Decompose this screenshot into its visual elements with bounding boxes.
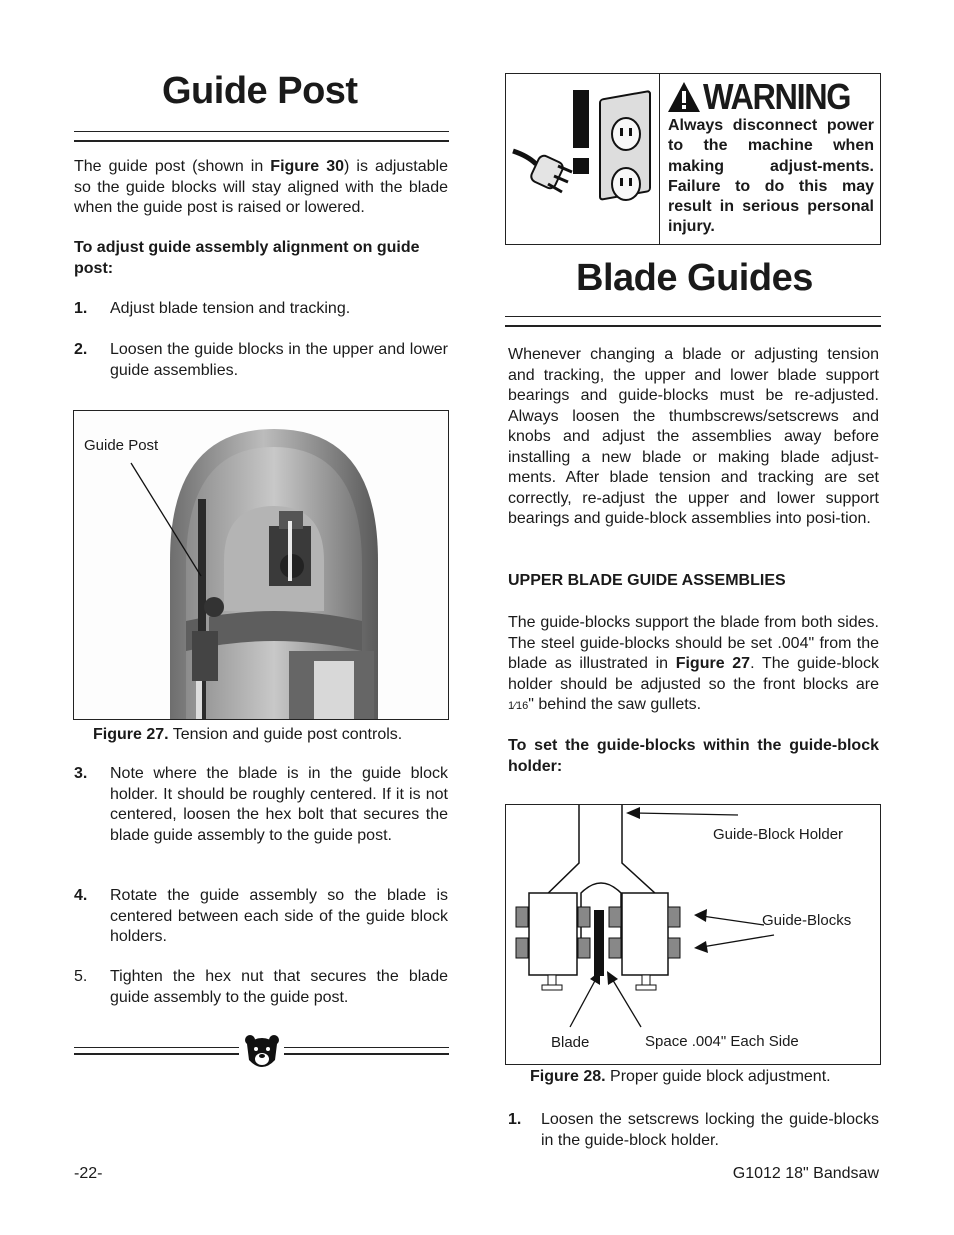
title-rule-top xyxy=(505,316,881,317)
figure-27-caption: Figure 27. Tension and guide post controls. xyxy=(93,726,403,743)
figure-ref: Figure 27 xyxy=(675,655,751,672)
title-rule-top xyxy=(74,131,449,132)
figure-27-photo xyxy=(73,410,449,720)
section-heading-upper-blade: UPPER BLADE GUIDE ASSEMBLIES xyxy=(508,572,786,589)
blade-guides-intro: Whenever changing a blade or adjusting tension and tracking, the upper and lower blade support bearings and guide-blocks must be re-adjusted. Always loosen the thumbscrews/setscrews and knobs and adjust the assemblies away before installing a new blade or making blade adjust-ments. After blade tension and tracking are set correctly, re-adjust the upper and lower support bearings and guide-block assemblies into posi-tion. xyxy=(508,346,879,527)
label-guide-blocks: Guide-Blocks xyxy=(762,912,852,929)
section-end-divider xyxy=(74,1032,449,1072)
fraction: 1⁄16 xyxy=(508,700,529,712)
label-blade: Blade xyxy=(551,1034,590,1051)
warning-box xyxy=(505,73,881,245)
guide-blocks-subhead: To set the guide-blocks within the guide-block holder: xyxy=(508,737,879,775)
guide-post-subhead: To adjust guide assembly alignment on guide post: xyxy=(74,239,420,277)
guide-block-diagram xyxy=(506,805,880,1064)
figure-28-diagram xyxy=(505,804,881,1065)
title-rule-bottom xyxy=(505,325,881,327)
label-space: Space .004" Each Side xyxy=(645,1033,799,1050)
title-rule-bottom xyxy=(74,140,449,142)
warning-text: Always disconnect power to the machine when making adjust-ments. Failure to do this may result in serious personal injury. xyxy=(668,117,874,236)
footer-model: G1012 18" Bandsaw xyxy=(732,1165,879,1182)
figure-ref: Figure 30 xyxy=(270,158,345,175)
guide-blocks-paragraph: The guide-blocks support the blade from both sides. The steel guide-blocks should be set .004" from the blade as illustrated in Figure 27. The guide-block holder should be adjusted so the front blocks are 1⁄16" behind the saw gullets. xyxy=(508,614,879,713)
unplug-warning-icon xyxy=(508,76,658,242)
figure-27-label-guide-post: Guide Post xyxy=(84,437,159,454)
section-title-guide-post: Guide Post xyxy=(162,70,358,112)
warning-triangle-icon xyxy=(667,81,701,113)
section-title-blade-guides: Blade Guides xyxy=(576,257,813,299)
warning-heading: WARNING xyxy=(667,79,877,115)
bear-logo-icon xyxy=(242,1032,282,1072)
label-guide-block-holder: Guide-Block Holder xyxy=(713,826,844,843)
guide-post-intro: The guide post (shown in Figure 30) is adjustable so the guide blocks will stay aligned with the blade when the guide post is raised or lowered. xyxy=(74,158,448,216)
figure-28-caption: Figure 28. Proper guide block adjustment. xyxy=(530,1068,831,1085)
footer-page-number: -22- xyxy=(74,1165,103,1182)
bandsaw-photo-illustration xyxy=(74,411,448,719)
